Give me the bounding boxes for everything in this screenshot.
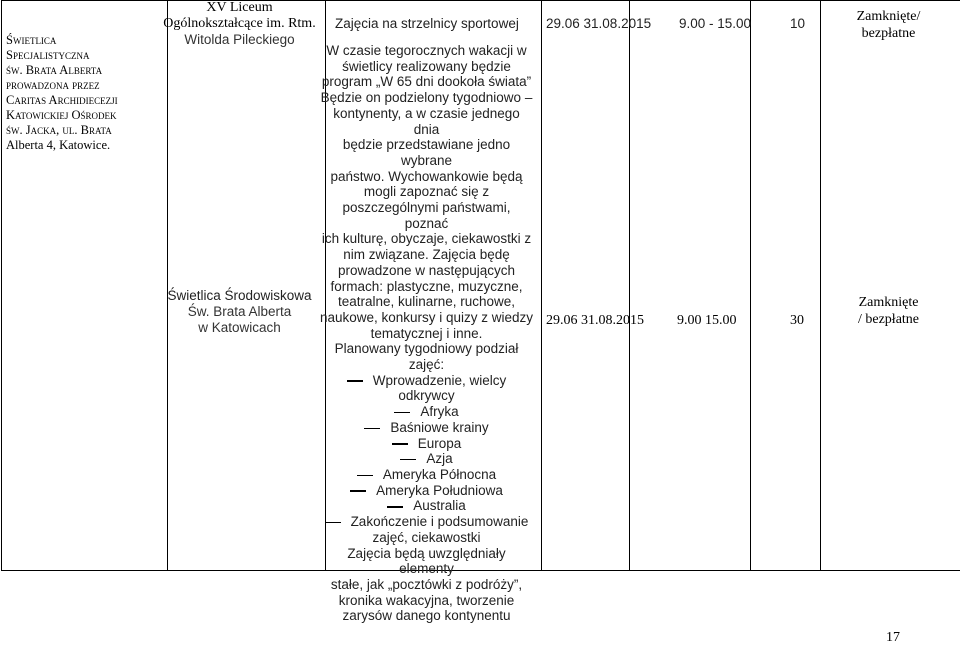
line-text: kronika wakacyjna, tworzenie	[338, 592, 515, 608]
venue-line: Ogólnokształcące im. Rtm.	[163, 16, 316, 31]
venue-line: Św. Brata Alberta	[187, 304, 292, 319]
status-line: Zamknięte	[858, 295, 919, 310]
line-text: Ameryka Północna	[382, 466, 497, 482]
text-line	[319, 577, 534, 593]
line-text: tematycznej i inne.	[370, 325, 483, 341]
organizer-line: Świetlica	[6, 33, 57, 47]
status-line: / bezpłatne	[857, 312, 920, 327]
line-text: Europa	[417, 435, 462, 451]
row2-hours: 9.00 15.00	[677, 313, 737, 328]
row2-status	[818, 294, 959, 328]
text-line	[319, 59, 534, 75]
organizer-line: św. Jacka, ul. Brata	[6, 123, 112, 137]
line-text: będzie przedstawiane jedno wybrane	[342, 137, 511, 168]
line-text: Baśniowe krainy	[390, 419, 489, 435]
line-text: poszczególnymi państwami, poznać	[342, 200, 511, 231]
text-line	[319, 74, 534, 90]
text-line	[319, 608, 534, 624]
line-text: stałe, jak „pocztówki z podróży”,	[330, 576, 523, 592]
text-line	[319, 90, 534, 106]
closing-paragraph	[319, 546, 534, 625]
schedule-item	[319, 451, 534, 467]
text-line	[319, 294, 534, 310]
venue-line: Witolda Pileckiego	[184, 32, 295, 47]
schedule-item	[319, 436, 534, 452]
text-line	[319, 357, 534, 373]
row1-dates: 29.06 31.08.2015	[546, 16, 652, 31]
dash-bullet-icon	[387, 506, 403, 508]
dash-bullet-icon	[394, 412, 410, 414]
description-paragraph	[319, 43, 534, 373]
status-cell	[821, 1, 960, 571]
schedule-item	[319, 514, 534, 530]
organizer-line: Katowickiej Ośrodek	[6, 108, 117, 122]
line-text: Wprowadzenie, wielcy	[372, 372, 507, 388]
venue-row2	[162, 288, 317, 336]
line-text: teatralne, kulinarne, ruchowe,	[337, 294, 516, 310]
dash-bullet-icon	[392, 443, 408, 445]
organizer-line: Caritas Archidiecezji	[6, 93, 118, 107]
organizer-line: św. Brata Alberta	[6, 63, 103, 77]
schedule-item	[319, 404, 534, 420]
dates-cell	[542, 1, 630, 571]
dash-bullet-icon	[350, 490, 366, 492]
text-line	[319, 247, 534, 263]
organizer-line: Specjalistyczna	[6, 48, 90, 62]
text-line	[319, 326, 534, 342]
row2-places: 30	[790, 313, 804, 328]
text-line	[319, 106, 534, 137]
row1-places: 10	[790, 16, 806, 31]
text-line	[319, 341, 534, 357]
schedule-item	[319, 498, 534, 514]
text-line	[319, 310, 534, 326]
line-text: Będzie on podzielony tygodniowo –	[320, 90, 533, 106]
dash-bullet-icon	[357, 475, 373, 477]
status-line: Zamknięte/	[856, 9, 921, 24]
line-text: świetlicy realizowany będzie	[342, 58, 511, 74]
dash-bullet-icon	[325, 522, 341, 524]
venue-line: XV Liceum	[206, 0, 273, 15]
line-text: Zakończenie i podsumowanie	[350, 514, 529, 530]
text-line	[319, 200, 534, 231]
venue-row1	[162, 0, 317, 48]
line-text: naukowe, konkursy i quizy z wiedzy	[319, 309, 534, 325]
schedule-list	[319, 373, 534, 546]
line-text: Australia	[413, 498, 466, 514]
line-text: Planowany tygodniowy podział	[334, 341, 519, 357]
row1-status	[818, 8, 959, 42]
schedule-item	[319, 420, 534, 436]
venue-line: Świetlica Środowiskowa	[167, 288, 312, 303]
row2-dates: 29.06 31.08.2015	[546, 313, 644, 328]
activity-title: Zajęcia na strzelnicy sportowej	[335, 16, 519, 31]
text-line	[319, 43, 534, 59]
line-text: Ameryka Południowa	[376, 482, 503, 498]
dash-bullet-icon	[400, 459, 416, 461]
line-text: odkrywcy	[398, 388, 455, 404]
schedule-item	[319, 483, 534, 499]
schedule-item	[319, 388, 534, 404]
hours-cell	[630, 1, 751, 571]
text-line	[319, 169, 534, 185]
line-text: zarysów danego kontynentu	[342, 608, 511, 624]
text-line	[319, 279, 534, 295]
schedule-item	[319, 467, 534, 483]
schedule-item	[319, 530, 534, 546]
page-number: 17	[886, 630, 900, 645]
line-text: zajęć, ciekawostki	[372, 529, 481, 545]
line-text: W czasie tegorocznych wakacji w	[326, 43, 527, 58]
line-text: ich kulturę, obyczaje, ciekawostki z	[321, 231, 532, 247]
status-line: bezpłatne	[861, 26, 916, 41]
line-text: kontynenty, a w czasie jednego dnia	[333, 105, 520, 137]
text-line	[319, 184, 534, 200]
line-text: prowadzone w następujących	[337, 262, 516, 278]
organizer-line: prowadzona przez	[6, 78, 100, 92]
schedule-item	[319, 373, 534, 389]
line-text: program „W 65 dni dookoła świata”	[321, 74, 532, 90]
dash-bullet-icon	[364, 428, 380, 430]
places-cell	[751, 1, 821, 571]
dash-bullet-icon	[347, 380, 363, 382]
line-text: Azja	[426, 451, 453, 467]
text-line	[319, 546, 534, 577]
text-line	[319, 137, 534, 168]
description	[319, 43, 534, 624]
text-line	[319, 593, 534, 609]
line-text: nim związane. Zajęcia będę	[343, 247, 510, 263]
organizer-cell	[2, 1, 168, 571]
venue-line: w Katowicach	[198, 320, 281, 335]
line-text: państwo. Wychowankowie będą	[330, 168, 523, 184]
line-text: mogli zapoznać się z	[363, 184, 490, 200]
text-line	[319, 231, 534, 247]
line-text: formach: plastyczne, muzyczne,	[330, 278, 523, 294]
line-text: Zajęcia będą uwzględniały elementy	[347, 545, 506, 577]
row1-hours: 9.00 - 15.00	[679, 16, 752, 31]
line-text: zajęć:	[408, 357, 445, 373]
text-line	[319, 263, 534, 279]
line-text: Afryka	[420, 404, 459, 420]
organizer-line: Alberta 4, Katowice.	[6, 138, 111, 152]
venue-cell	[168, 1, 326, 571]
